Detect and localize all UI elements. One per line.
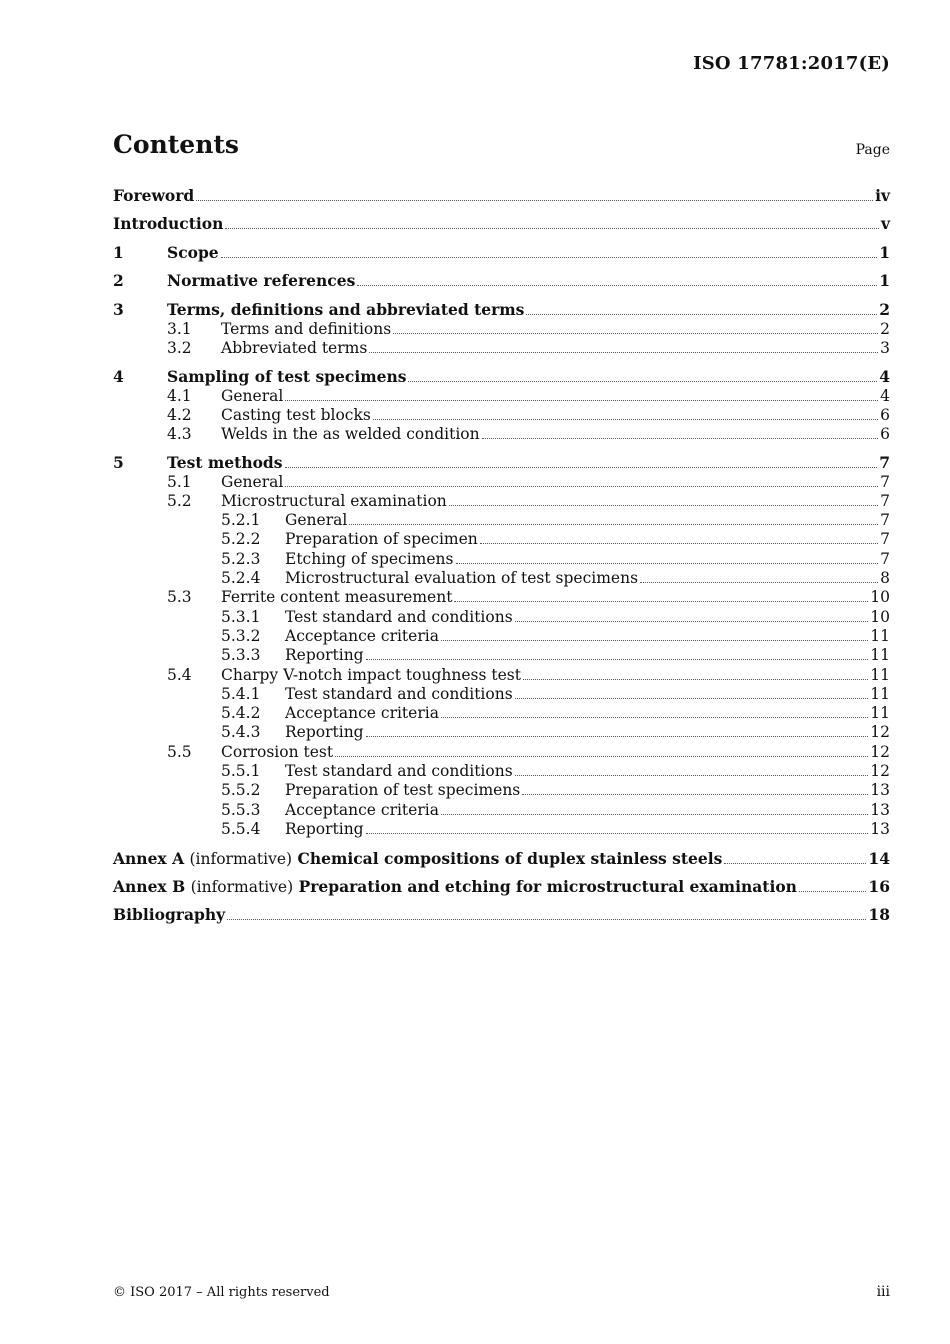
toc-entry-number: 5.2.3	[221, 550, 261, 568]
page-column-label: Page	[855, 142, 890, 158]
toc-entry-page: 11	[870, 704, 890, 722]
toc-entry-number: 1	[113, 243, 124, 262]
copyright-notice: © ISO 2017 – All rights reserved	[113, 1285, 330, 1300]
toc-entry[interactable]	[113, 530, 890, 550]
annex-informative-label: (informative)	[189, 850, 293, 868]
toc-entry-page: 7	[880, 511, 890, 529]
dot-leader	[454, 600, 868, 602]
toc-entry[interactable]	[113, 367, 890, 387]
toc-entry-title: Welds in the as welded condition	[221, 425, 480, 443]
toc-entry-number: 3	[113, 300, 124, 319]
toc-entry[interactable]	[113, 186, 890, 206]
toc-entry[interactable]	[113, 300, 890, 320]
toc-entry-number: 5.3	[167, 588, 192, 606]
toc-entry-number: 5.3.2	[221, 627, 261, 645]
toc-entry-number: 4.2	[167, 406, 192, 424]
dot-leader	[349, 523, 878, 525]
toc-entry-page: 18	[868, 905, 890, 924]
toc-entry-title: General	[285, 511, 348, 529]
dot-leader	[285, 466, 878, 468]
toc-entry[interactable]	[113, 453, 890, 473]
toc-entry[interactable]	[113, 646, 890, 666]
dot-leader	[196, 199, 873, 201]
toc-entry-number: 5.3.1	[221, 608, 261, 626]
toc-entry-title: Foreword	[113, 186, 195, 205]
annex-informative-label: (informative)	[190, 878, 294, 896]
toc-entry-title: Reporting	[285, 646, 364, 664]
dot-leader	[285, 399, 878, 401]
toc-entry[interactable]	[113, 762, 890, 782]
dot-leader	[441, 813, 868, 815]
toc-entry-title: General	[221, 387, 284, 405]
dot-leader	[285, 485, 878, 487]
toc-entry-page: 1	[879, 271, 890, 290]
dot-leader	[369, 351, 878, 353]
toc-entry-number: 5.2.2	[221, 530, 261, 548]
toc-entry-number: 4.1	[167, 387, 192, 405]
dot-leader	[366, 735, 869, 737]
dot-leader	[724, 862, 866, 864]
dot-leader	[515, 697, 869, 699]
toc-entry-number: 4.3	[167, 425, 192, 443]
toc-entry-page: 13	[870, 820, 890, 838]
toc-entry-title: Introduction	[113, 214, 224, 233]
toc-entry-number: 5.2.1	[221, 511, 261, 529]
toc-entry-title: Preparation of test specimens	[285, 781, 521, 799]
document-id: ISO 17781:2017(E)	[693, 53, 890, 74]
toc-entry-page: 12	[870, 723, 890, 741]
toc-entry-number: 5.5.2	[221, 781, 261, 799]
dot-leader	[227, 918, 866, 920]
toc-entry-page: 1	[879, 243, 890, 262]
toc-entry-page: 12	[870, 743, 890, 761]
annex-label: Annex A	[113, 849, 185, 868]
toc-entry[interactable]	[113, 492, 890, 512]
dot-leader	[373, 418, 878, 420]
toc-entry-number: 5.4.3	[221, 723, 261, 741]
toc-entry-number: 4	[113, 367, 124, 386]
annex-label: Annex B	[113, 877, 186, 896]
dot-leader	[408, 380, 877, 382]
dot-leader	[366, 658, 869, 660]
dot-leader	[515, 774, 869, 776]
toc-entry-number: 5.5.3	[221, 801, 261, 819]
toc-entry[interactable]	[113, 820, 890, 840]
toc-entry-title: Etching of specimens	[285, 550, 454, 568]
toc-entry[interactable]	[113, 743, 890, 763]
toc-entry-title: Test standard and conditions	[285, 685, 513, 703]
toc-entry-page: 7	[880, 530, 890, 548]
dot-leader	[799, 890, 866, 892]
toc-entry-number: 5.2	[167, 492, 192, 510]
toc-entry-title: Microstructural evaluation of test specimens	[285, 569, 639, 587]
toc-entry-title	[113, 877, 797, 896]
dot-leader	[522, 793, 868, 795]
toc-entry-number: 2	[113, 271, 124, 290]
toc-entry-title: Casting test blocks	[221, 406, 371, 424]
annex-title: Preparation and etching for microstructural examination	[298, 877, 797, 896]
dot-leader	[515, 620, 869, 622]
toc-entry[interactable]	[113, 569, 890, 589]
toc-entry-page: 14	[868, 849, 890, 868]
toc-entry-page: 7	[879, 453, 890, 472]
toc-entry-page: 4	[879, 367, 890, 386]
toc-entry[interactable]	[113, 627, 890, 647]
dot-leader	[480, 542, 878, 544]
toc-entry-page: 3	[880, 339, 890, 357]
toc-entry-title: Sampling of test specimens	[167, 367, 407, 386]
dot-leader	[441, 639, 868, 641]
annex-title: Chemical compositions of duplex stainless steels	[297, 849, 723, 868]
toc-entry-title: Abbreviated terms	[221, 339, 368, 357]
toc-entry-page: 11	[870, 666, 890, 684]
toc-entry-title: Terms, definitions and abbreviated terms	[167, 300, 525, 319]
toc-entry[interactable]	[113, 511, 890, 531]
toc-entry-title: Charpy V-notch impact toughness test	[221, 666, 521, 684]
toc-entry-title: Test standard and conditions	[285, 762, 513, 780]
toc-entry-page: 6	[880, 406, 890, 424]
dot-leader	[526, 313, 877, 315]
toc-entry[interactable]	[113, 588, 890, 608]
toc-entry-number: 5.4.2	[221, 704, 261, 722]
dot-leader	[456, 562, 879, 564]
dot-leader	[357, 284, 877, 286]
toc-entry-page: 8	[880, 569, 890, 587]
toc-entry-title: Acceptance criteria	[285, 801, 439, 819]
toc-entry-title: Acceptance criteria	[285, 627, 439, 645]
dot-leader	[393, 332, 878, 334]
toc-entry-page: 16	[868, 877, 890, 896]
toc-entry-page: 7	[880, 473, 890, 491]
toc-entry-title: Test methods	[167, 453, 283, 472]
toc-entry[interactable]	[113, 406, 890, 426]
toc-entry-page: 2	[879, 300, 890, 319]
toc-entry[interactable]	[113, 214, 890, 234]
toc-entry-title: Acceptance criteria	[285, 704, 439, 722]
toc-entry-number: 5.2.4	[221, 569, 261, 587]
contents-heading: Contents	[113, 130, 240, 159]
dot-leader	[523, 678, 868, 680]
toc-entry-number: 5.3.3	[221, 646, 261, 664]
toc-entry-title: General	[221, 473, 284, 491]
toc-entry-page: 13	[870, 781, 890, 799]
toc-entry-page: 2	[880, 320, 890, 338]
dot-leader	[640, 581, 878, 583]
toc-entry-title: Bibliography	[113, 905, 226, 924]
toc-entry-number: 5.4	[167, 666, 192, 684]
toc-entry[interactable]	[113, 387, 890, 407]
toc-entry-title: Ferrite content measurement	[221, 588, 453, 606]
toc-entry-page: 10	[870, 588, 890, 606]
toc-entry-number: 3.1	[167, 320, 192, 338]
dot-leader	[366, 832, 869, 834]
toc-entry[interactable]	[113, 550, 890, 570]
dot-leader	[449, 504, 878, 506]
toc-entry-page: 7	[880, 550, 890, 568]
toc-entry-title	[113, 849, 722, 868]
toc-entry-page: 12	[870, 762, 890, 780]
toc-entry-title: Corrosion test	[221, 743, 334, 761]
toc-entry-number: 3.2	[167, 339, 192, 357]
toc-entry[interactable]	[113, 320, 890, 340]
toc-entry[interactable]	[113, 608, 890, 628]
toc-entry[interactable]	[113, 877, 890, 897]
toc-entry[interactable]	[113, 243, 890, 263]
dot-leader	[225, 227, 879, 229]
toc-entry-number: 5.5.4	[221, 820, 261, 838]
dot-leader	[221, 256, 878, 258]
toc-entry-page: 11	[870, 646, 890, 664]
toc-entry[interactable]	[113, 271, 890, 291]
toc-entry-number: 5.4.1	[221, 685, 261, 703]
toc-entry-number: 5.5	[167, 743, 192, 761]
toc-entry[interactable]	[113, 905, 890, 925]
toc-entry[interactable]	[113, 685, 890, 705]
toc-entry-title: Microstructural examination	[221, 492, 447, 510]
toc-entry[interactable]	[113, 801, 890, 821]
toc-entry-page: iv	[875, 186, 890, 205]
toc-entry-page: 7	[880, 492, 890, 510]
toc-entry[interactable]	[113, 723, 890, 743]
toc-entry-page: 10	[870, 608, 890, 626]
toc-entry[interactable]	[113, 339, 890, 359]
toc-entry-number: 5.5.1	[221, 762, 261, 780]
toc-entry-title: Reporting	[285, 723, 364, 741]
toc-entry-page: 4	[880, 387, 890, 405]
toc-entry[interactable]	[113, 473, 890, 493]
toc-entry-page: 11	[870, 627, 890, 645]
toc-entry[interactable]	[113, 849, 890, 869]
toc-entry[interactable]	[113, 781, 890, 801]
toc-entry[interactable]	[113, 704, 890, 724]
toc-entry-page: 6	[880, 425, 890, 443]
toc-entry[interactable]	[113, 666, 890, 686]
toc-entry-page: 13	[870, 801, 890, 819]
toc-entry-number: 5	[113, 453, 124, 472]
dot-leader	[441, 716, 868, 718]
dot-leader	[482, 437, 879, 439]
toc-entry[interactable]	[113, 425, 890, 445]
toc-entry-title: Normative references	[167, 271, 356, 290]
toc-entry-title: Reporting	[285, 820, 364, 838]
toc-entry-page: 11	[870, 685, 890, 703]
toc-entry-title: Terms and definitions	[221, 320, 392, 338]
page-number: iii	[876, 1284, 890, 1300]
toc-entry-title: Preparation of specimen	[285, 530, 478, 548]
dot-leader	[335, 755, 868, 757]
toc-entry-number: 5.1	[167, 473, 192, 491]
toc-entry-title: Scope	[167, 243, 219, 262]
toc-entry-page: v	[880, 214, 890, 233]
toc-entry-title: Test standard and conditions	[285, 608, 513, 626]
